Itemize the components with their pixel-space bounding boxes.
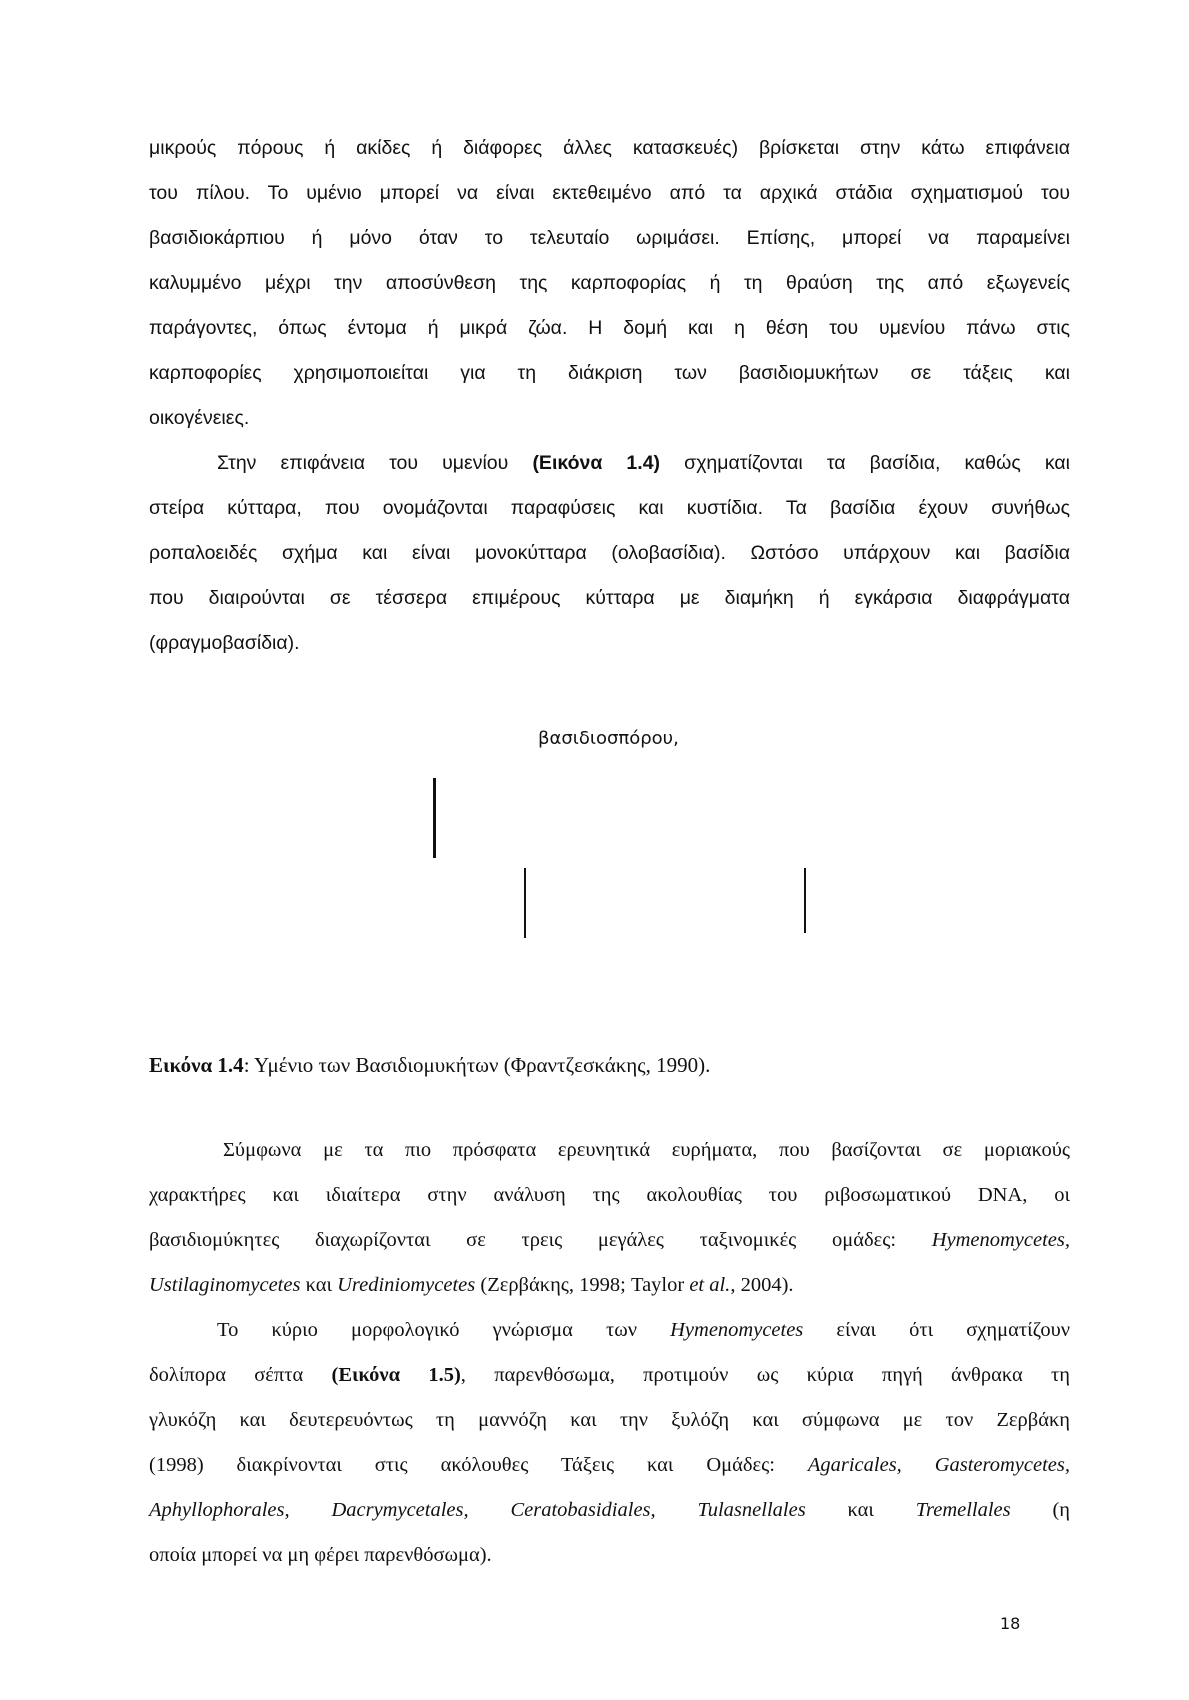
figure-line [804, 868, 806, 933]
paragraph4-line [149, 1362, 1070, 1388]
paragraph2-line: (φραγμοβασίδια). [149, 632, 300, 654]
paragraph2-text: Στην επιφάνεια του υμενίου [217, 452, 533, 474]
paragraph3-text: , 2004). [730, 1274, 794, 1296]
paragraph4-line [217, 1317, 1070, 1343]
figure-line [433, 778, 436, 858]
paragraph4-line [149, 1497, 1070, 1523]
figure-reference: (Εικόνα 1.4) [532, 452, 661, 474]
paragraph3-line [149, 1272, 1070, 1298]
caption-label: Εικόνα 1.4 [149, 1053, 244, 1077]
taxon-name: Hymenomycetes [670, 1319, 804, 1341]
figure-label: βασιδιοσπόρου, [538, 728, 679, 749]
taxon-name: Hymenomycetes, [931, 1229, 1070, 1251]
page-number: 18 [1000, 1614, 1021, 1633]
paragraph3-text: (Ζερβάκης, 1998; Taylor [475, 1274, 690, 1296]
figure-line [524, 868, 526, 938]
paragraph2-line: που διαιρούνται σε τέσσερα επιμέρους κύτταρα με διαμήκη ή εγκάρσια διαφράγματα [149, 587, 1070, 609]
paragraph3-line: Σύμφωνα με τα πιο πρόσφατα ερευνητικά ευρήματα, που βασίζονται σε μοριακούς [223, 1139, 1070, 1161]
paragraph3-text: και [300, 1274, 338, 1296]
paragraph1-line: καρποφορίες χρησιμοποιείται για τη διάκριση των βασιδιομυκήτων σε τάξεις και [149, 362, 1070, 384]
paragraph4-text: δολίπορα σέπτα [149, 1364, 332, 1386]
paragraph3-line: χαρακτήρες και ιδιαίτερα στην ανάλυση της ακολουθίας του ριβοσωματικού DNA, οι [149, 1184, 1070, 1206]
paragraph4-line: οποία μπορεί να μη φέρει παρενθόσωμα). [149, 1544, 492, 1566]
paragraph1-line: μικρούς πόρους ή ακίδες ή διάφορες άλλες κατασκευές) βρίσκεται στην κάτω επιφάνεια [149, 137, 1070, 159]
caption-text: : Υμένιο των Βασιδιομυκήτων (Φραντζεσκάκης, 1990). [243, 1053, 711, 1077]
paragraph4-line [149, 1452, 1070, 1478]
paragraph1-line: του πίλου. Το υμένιο μπορεί να είναι εκτεθειμένο από τα αρχικά στάδια σχηματισμού του [149, 182, 1070, 204]
paragraph1-line: οικογένειες. [149, 407, 250, 429]
paragraph4-text: και [805, 1499, 916, 1521]
paragraph1-line: καλυμμένο μέχρι την αποσύνθεση της καρποφορίας ή τη θραύση της από εξωγενείς [149, 272, 1070, 294]
paragraph4-text: είναι ότι σχηματίζουν [803, 1319, 1070, 1341]
paragraph4-text: Το κύριο μορφολογικό γνώρισμα των [217, 1319, 671, 1341]
taxon-name: Agaricales, Gasteromycetes, [807, 1454, 1071, 1476]
paragraph2-line [217, 450, 1070, 476]
paragraph4-text: (η [1010, 1499, 1071, 1521]
paragraph4-line: γλυκόζη και δευτερευόντως τη μαννόζη και την ξυλόζη και σύμφωνα με τον Ζερβάκη [149, 1409, 1070, 1431]
paragraph3-line [149, 1227, 1070, 1253]
paragraph1-line: παράγοντες, όπως έντομα ή μικρά ζώα. Η δομή και η θέση του υμενίου πάνω στις [149, 317, 1070, 339]
paragraph2-line: στείρα κύτταρα, που ονομάζονται παραφύσεις και κυστίδια. Τα βασίδια έχουν συνήθως [149, 497, 1070, 519]
figure-reference: (Εικόνα 1.5) [331, 1364, 461, 1386]
taxon-name: Tremellales [915, 1499, 1011, 1521]
taxon-name: Aphyllophorales, Dacrymycetales, Ceratobasidiales, Tulasnellales [149, 1499, 806, 1521]
citation-etal: et al. [689, 1274, 731, 1296]
paragraph2-text: σχηματίζονται τα βασίδια, καθώς και [660, 452, 1070, 474]
taxon-name: Urediniomycetes [337, 1274, 476, 1296]
paragraph2-line: ροπαλοειδές σχήμα και είναι μονοκύτταρα (ολοβασίδια). Ωστόσο υπάρχουν και βασίδια [149, 542, 1070, 564]
paragraph4-text: , παρενθόσωμα, προτιμούν ως κύρια πηγή άνθρακα τη [460, 1364, 1070, 1386]
paragraph1-line: βασιδιοκάρπιου ή μόνο όταν το τελευταίο ωριμάσει. Επίσης, μπορεί να παραμείνει [149, 227, 1070, 249]
taxon-name: Ustilaginomycetes [149, 1274, 301, 1296]
figure-caption [149, 1052, 710, 1078]
paragraph3-text: βασιδιομύκητες διαχωρίζονται σε τρεις μεγάλες ταξινομικές ομάδες: [149, 1229, 932, 1251]
paragraph4-text: (1998) διακρίνονται στις ακόλουθες Τάξεις και Ομάδες: [149, 1454, 808, 1476]
